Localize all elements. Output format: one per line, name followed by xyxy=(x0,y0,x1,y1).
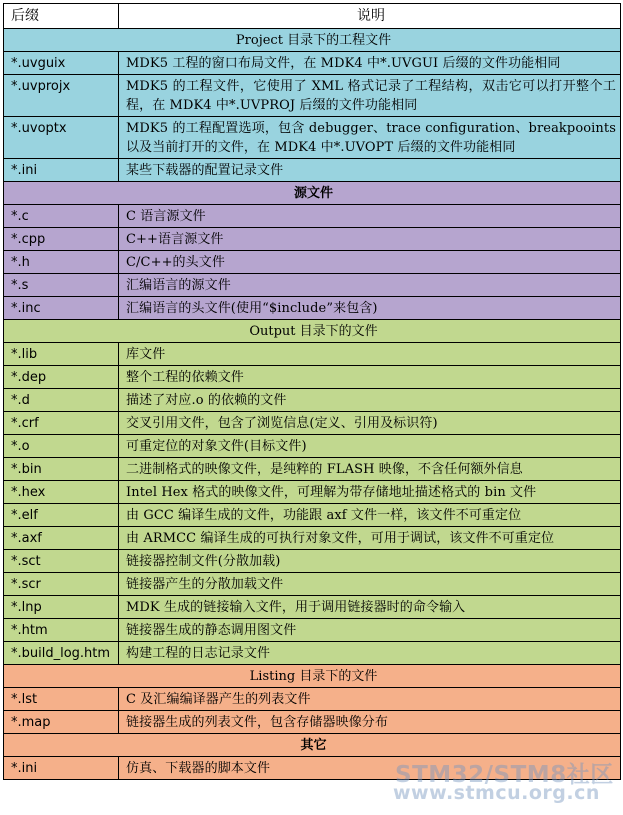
watermark-line-1: STM32/STM8社区 xyxy=(395,762,614,788)
section-title-source: 源文件 xyxy=(4,182,621,205)
table-row xyxy=(4,297,621,320)
table-row xyxy=(4,205,621,228)
table-row xyxy=(4,412,621,435)
extension-cell: *.lnp xyxy=(4,596,119,619)
table-row xyxy=(4,550,621,573)
section-row-project xyxy=(4,29,621,52)
extension-cell: *.axf xyxy=(4,527,119,550)
table-row xyxy=(4,435,621,458)
description-cell: 链接器产生的分散加载文件 xyxy=(119,573,621,596)
description-cell: 整个工程的依赖文件 xyxy=(119,366,621,389)
table-row xyxy=(4,159,621,182)
table-row xyxy=(4,251,621,274)
table-row xyxy=(4,596,621,619)
extension-cell: *.htm xyxy=(4,619,119,642)
description-cell: 链接器生成的静态调用图文件 xyxy=(119,619,621,642)
extension-cell: *.crf xyxy=(4,412,119,435)
description-cell: Intel Hex 格式的映像文件，可理解为带存储地址描述格式的 bin 文件 xyxy=(119,481,621,504)
table-row xyxy=(4,52,621,75)
extension-cell: *.s xyxy=(4,274,119,297)
table-row xyxy=(4,573,621,596)
extension-cell: *.lst xyxy=(4,688,119,711)
extension-cell: *.elf xyxy=(4,504,119,527)
table-row xyxy=(4,642,621,665)
extension-cell: *.ini xyxy=(4,757,119,780)
extension-cell: *.uvguix xyxy=(4,52,119,75)
table-row xyxy=(4,688,621,711)
description-cell: 构建工程的日志记录文件 xyxy=(119,642,621,665)
extension-cell: *.build_log.htm xyxy=(4,642,119,665)
description-cell: 链接器控制文件(分散加载) xyxy=(119,550,621,573)
watermark-line-2: www.stmcu.org.cn xyxy=(393,782,600,804)
extension-cell: *.o xyxy=(4,435,119,458)
extension-cell: *.lib xyxy=(4,343,119,366)
section-title-other: 其它 xyxy=(4,734,621,757)
description-cell: 链接器生成的列表文件，包含存储器映像分布 xyxy=(119,711,621,734)
table-row xyxy=(4,343,621,366)
description-cell: 仿真、下载器的脚本文件 xyxy=(119,757,621,780)
description-cell: 汇编语言的源文件 xyxy=(119,274,621,297)
extension-cell: *.c xyxy=(4,205,119,228)
extension-cell: *.ini xyxy=(4,159,119,182)
table-row xyxy=(4,75,621,117)
extension-cell: *.sct xyxy=(4,550,119,573)
table-row xyxy=(4,366,621,389)
description-cell: 交叉引用文件，包含了浏览信息(定义、引用及标识符) xyxy=(119,412,621,435)
table-row xyxy=(4,711,621,734)
section-row-source xyxy=(4,182,621,205)
description-cell: C 语言源文件 xyxy=(119,205,621,228)
description-cell: 汇编语言的头文件(使用“$include”来包含) xyxy=(119,297,621,320)
table-row xyxy=(4,274,621,297)
section-row-output xyxy=(4,320,621,343)
section-row-other xyxy=(4,734,621,757)
extension-cell: *.bin xyxy=(4,458,119,481)
section-title-output: Output 目录下的文件 xyxy=(4,320,621,343)
description-cell: 某些下载器的配置记录文件 xyxy=(119,159,621,182)
description-cell: C 及汇编编译器产生的列表文件 xyxy=(119,688,621,711)
description-cell: 由 ARMCC 编译生成的可执行对象文件，可用于调试，该文件不可重定位 xyxy=(119,527,621,550)
section-title-project: Project 目录下的工程文件 xyxy=(4,29,621,52)
description-cell: MDK5 的工程文件，它使用了 XML 格式记录了工程结构，双击它可以打开整个工程，在 MDK4 中*.UVPROJ 后缀的文件功能相同 xyxy=(119,75,621,117)
extension-cell: *.d xyxy=(4,389,119,412)
extension-cell: *.hex xyxy=(4,481,119,504)
file-extension-table xyxy=(3,3,621,780)
table-body xyxy=(4,29,621,780)
description-cell: 可重定位的对象文件(目标文件) xyxy=(119,435,621,458)
description-cell: 描述了对应.o 的依赖的文件 xyxy=(119,389,621,412)
table-row xyxy=(4,117,621,159)
section-title-listing: Listing 目录下的文件 xyxy=(4,665,621,688)
column-header-description: 说明 xyxy=(119,4,621,29)
table-row xyxy=(4,527,621,550)
description-cell: C++语言源文件 xyxy=(119,228,621,251)
extension-cell: *.scr xyxy=(4,573,119,596)
description-cell: C/C++的头文件 xyxy=(119,251,621,274)
column-header-extension: 后缀 xyxy=(4,4,119,29)
extension-cell: *.cpp xyxy=(4,228,119,251)
table-row xyxy=(4,481,621,504)
extension-cell: *.dep xyxy=(4,366,119,389)
extension-cell: *.inc xyxy=(4,297,119,320)
table-row xyxy=(4,504,621,527)
extension-cell: *.h xyxy=(4,251,119,274)
description-cell: 二进制格式的映像文件，是纯粹的 FLASH 映像，不含任何额外信息 xyxy=(119,458,621,481)
table-row xyxy=(4,228,621,251)
table-row xyxy=(4,458,621,481)
description-cell: MDK 生成的链接输入文件，用于调用链接器时的命令输入 xyxy=(119,596,621,619)
extension-cell: *.uvoptx xyxy=(4,117,119,159)
table-row xyxy=(4,619,621,642)
table-row xyxy=(4,389,621,412)
description-cell: 库文件 xyxy=(119,343,621,366)
extension-cell: *.map xyxy=(4,711,119,734)
description-cell: MDK5 的工程配置选项，包含 debugger、trace configuration、breakpooints 以及当前打开的文件，在 MDK4 中*.UVOPT 后缀的文件功能相同 xyxy=(119,117,621,159)
section-row-listing xyxy=(4,665,621,688)
description-cell: 由 GCC 编译生成的文件，功能跟 axf 文件一样，该文件不可重定位 xyxy=(119,504,621,527)
table-header-row xyxy=(4,4,621,29)
extension-cell: *.uvprojx xyxy=(4,75,119,117)
description-cell: MDK5 工程的窗口布局文件，在 MDK4 中*.UVGUI 后缀的文件功能相同 xyxy=(119,52,621,75)
